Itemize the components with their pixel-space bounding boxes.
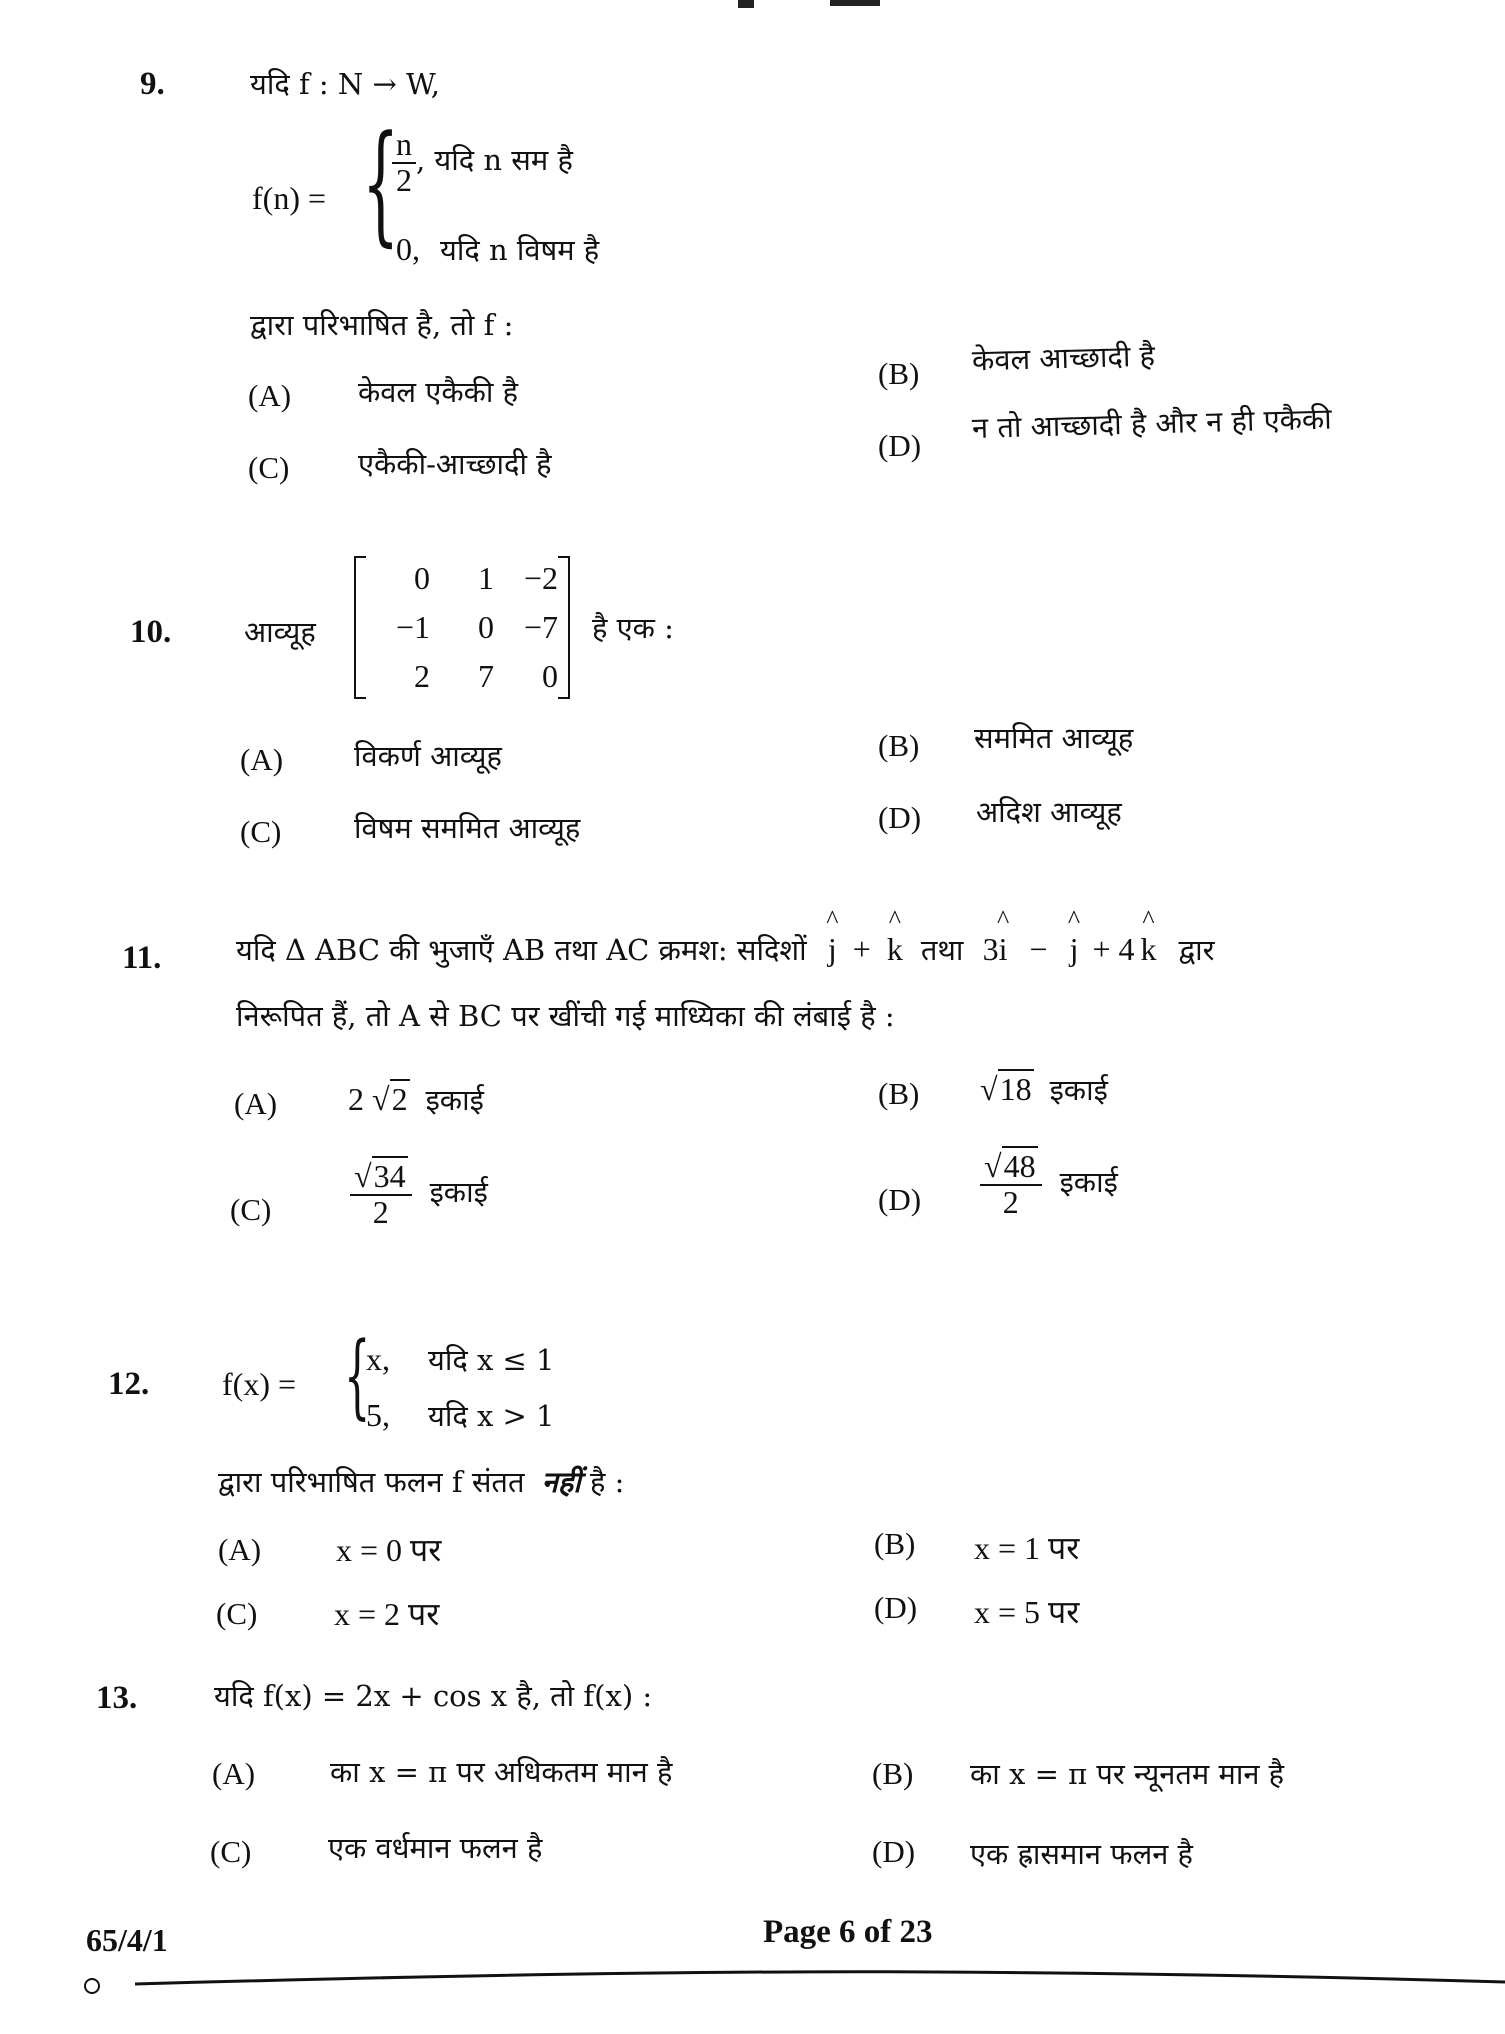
option-label-a: (A) [248,378,292,413]
coefficient: 3 [982,931,999,967]
question-stem-prefix: आव्यूह [244,615,316,649]
unit-vector-k: ^ k [887,931,903,968]
matrix-cell: −1 [395,609,430,645]
option-label-b: (B) [872,1756,914,1791]
question-number: 11. [122,940,162,976]
matrix-cell: 0 [478,609,494,645]
radicand: 34 [373,1158,406,1194]
unit-vector-j: ^ j [1070,931,1079,968]
scan-artifact [830,0,880,6]
case-condition: यदि x ≤ 1 [428,1343,555,1377]
option-b[interactable]: सममित आव्यूह [974,721,1134,755]
case-expr: 5, [366,1397,390,1433]
operator: + [852,931,871,967]
unit-vector-j: ^ j [828,931,837,968]
option-label-c: (C) [230,1192,272,1227]
option-label-c: (C) [210,1834,252,1869]
case-expr: x, [366,1341,390,1377]
question-stem [236,930,1215,969]
matrix-cell: 0 [542,658,558,694]
case-condition: , यदि n सम है [416,142,573,177]
option-label-a: (A) [218,1532,262,1567]
footer-divider [135,1962,1505,1992]
option-label-c: (C) [248,450,290,485]
left-brace: { [344,1322,371,1429]
option-label-b: (B) [878,356,920,391]
vector-2 [983,931,1165,967]
fraction [350,1160,412,1229]
matrix [354,556,570,699]
radicand: 48 [1003,1148,1036,1184]
option-a[interactable]: विकर्ण आव्यूह [354,739,502,773]
question-stem: यदि f(x) = 2x + cos x है, तो f(x) : [214,1679,653,1713]
unit-vector-i: ^ i [999,931,1008,968]
option-label-c: (C) [216,1596,258,1631]
option-d[interactable]: अदिश आव्यूह [976,795,1122,829]
function-lhs: f(x) = [222,1366,297,1402]
option-label-d: (D) [874,1590,918,1625]
option-b[interactable]: का x = π पर न्यूनतम मान है [970,1757,1285,1791]
vector-1 [828,931,911,967]
option-b[interactable]: केवल आच्छादी है [971,338,1156,378]
option-label-d: (D) [878,1182,922,1217]
matrix-cell: −2 [523,560,558,596]
unit-vector-k: ^ k [1141,931,1157,968]
option-d[interactable]: एक ह्रासमान फलन है [970,1837,1193,1871]
numerator: √48 [980,1150,1042,1186]
question-stem: यदि f : N → W, [250,67,440,101]
option-a[interactable]: केवल एकैकी है [358,375,518,409]
operator: + 4 [1092,931,1135,967]
scan-artifact [738,0,754,8]
radicand: 2 [391,1081,408,1117]
question-stem-suffix: है एक : [592,611,674,645]
left-brace: { [362,107,400,259]
case-2 [396,230,599,269]
operator: − [1029,931,1048,967]
numerator: n [392,128,416,164]
matrix-cell: 2 [414,658,430,694]
registration-mark-icon [84,1978,100,1994]
fraction [980,1150,1042,1219]
option-d[interactable] [980,1150,1118,1219]
case-expr: 0, [396,231,420,267]
fraction [392,128,416,197]
denominator: 2 [396,161,412,198]
unit: इकाई [429,1174,488,1209]
option-b[interactable] [980,1070,1108,1109]
option-d[interactable]: x = 5 पर [974,1594,1080,1630]
page-number: Page 6 of 23 [763,1914,933,1950]
option-c[interactable]: एकैकी-आच्छादी है [358,447,552,481]
unit: इकाई [1049,1073,1108,1107]
matrix-cell: 0 [414,560,430,596]
option-label-b: (B) [874,1526,916,1561]
question-stem-cont: निरूपित हैं, तो A से BC पर खींची गई माध्यिका की लंबाई है : [236,999,895,1033]
matrix-cell: 7 [478,658,494,694]
case-1 [392,128,573,197]
question-stem-cont [218,1462,624,1501]
option-label-b: (B) [878,1076,920,1111]
unit: इकाई [425,1083,484,1117]
option-c[interactable]: विषम सममित आव्यूह [354,811,581,845]
option-label-b: (B) [878,728,920,763]
case-1 [366,1340,555,1379]
radicand: 18 [999,1071,1032,1107]
denominator: 2 [372,1193,389,1230]
stem-text: तथा [920,933,964,967]
matrix-cell: 1 [478,560,494,596]
option-c[interactable]: x = 2 पर [334,1596,440,1632]
option-label-a: (A) [234,1086,278,1121]
option-label-a: (A) [212,1756,256,1791]
emphasis-not: नहीं [541,1465,581,1499]
option-d[interactable]: न तो आच्छादी है और न ही एकैकी [971,401,1333,445]
option-a[interactable]: का x = π पर अधिकतम मान है [330,1755,673,1789]
option-label-a: (A) [240,742,284,777]
square-root: √2 [372,1081,408,1117]
option-label-d: (D) [878,428,922,463]
coefficient: 2 [348,1081,364,1117]
square-root: √18 [980,1071,1032,1107]
stem-text: यदि Δ ABC की भुजाएँ AB तथा AC क्रमश: सदिशों [236,933,807,967]
case-condition: यदि x > 1 [428,1399,555,1433]
paper-code: 65/4/1 [86,1922,168,1958]
option-a[interactable] [348,1080,484,1119]
case-condition: यदि n विषम है [440,233,600,267]
unit: इकाई [1059,1164,1118,1199]
question-number: 13. [96,1680,138,1716]
option-c[interactable] [350,1160,488,1229]
stem-text: है : [580,1465,625,1499]
option-label-d: (D) [878,800,922,835]
stem-text: द्वारा परिभाषित फलन f संतत [218,1465,525,1499]
stem-text: द्वार [1178,933,1215,967]
option-label-d: (D) [872,1834,916,1869]
question-stem-cont: द्वारा परिभाषित है, तो f : [250,308,514,342]
numerator: √34 [350,1160,412,1196]
question-number: 9. [140,66,165,102]
option-a[interactable]: x = 0 पर [336,1532,442,1568]
denominator: 2 [1002,1183,1019,1220]
matrix-cell: −7 [523,609,558,645]
function-lhs: f(n) = [252,180,327,216]
option-label-c: (C) [240,814,282,849]
case-2 [366,1396,555,1435]
option-c[interactable]: एक वर्धमान फलन है [328,1831,543,1865]
question-number: 12. [108,1366,150,1402]
option-b[interactable]: x = 1 पर [974,1530,1080,1566]
question-number: 10. [130,614,172,650]
